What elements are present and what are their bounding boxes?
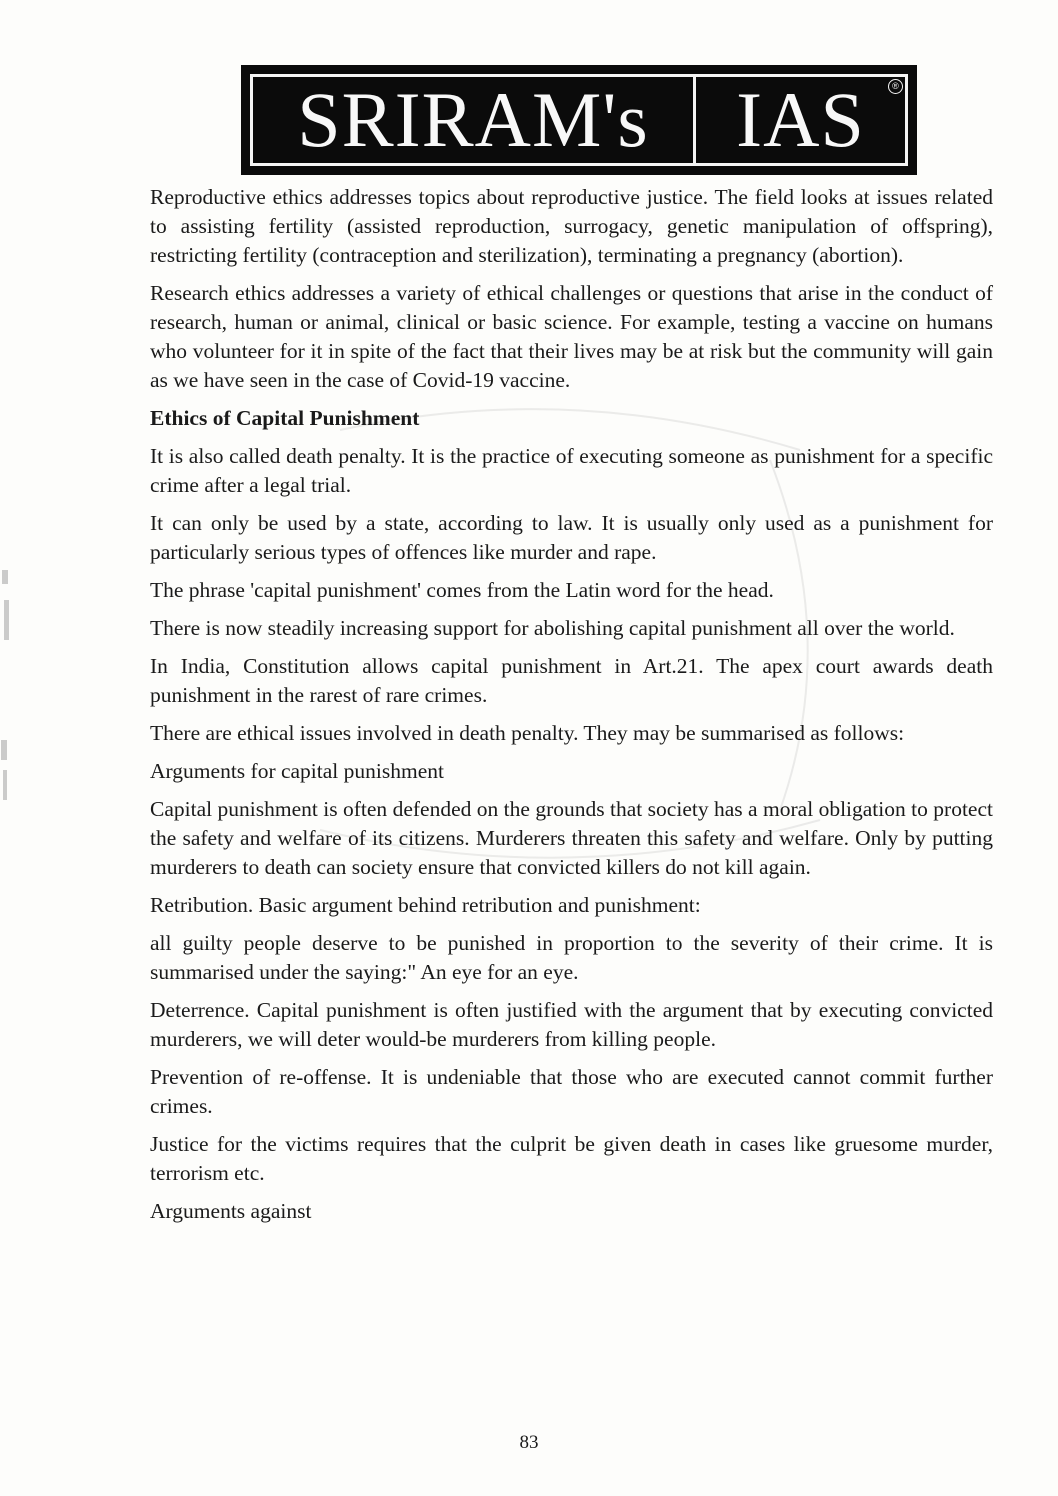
paragraph-ethical-issues: There are ethical issues involved in death penalty. They may be summarised as follows: (150, 721, 905, 745)
logo-word-sriram: SRIRAM's (297, 76, 649, 163)
paragraph-phrase-origin: The phrase 'capital punishment' comes from the Latin word for the head. (150, 578, 774, 602)
paragraph-reproductive-ethics: Reproductive ethics addresses topics about reproductive justice. The field looks at issues related to assisting fertility (assisted reproduction, surrogacy, genetic manipulation of offspring), restricting fertility (contraception and sterilization), terminating a pregnancy (abortion). (150, 185, 993, 267)
paragraph-moral-obligation: Capital punishment is often defended on the grounds that society has a moral obligation to protect the safety and welfare of its citizens. Murderers threaten this safety and welfare. Only by putting murderers to death can society ensure that convicted killers do not kill again. (150, 797, 993, 879)
paragraph-state-use: It can only be used by a state, according to law. It is usually only used as a punishment for particularly serious types of offences like murder and rape. (150, 511, 993, 564)
page-body (150, 183, 993, 1235)
paragraph-india: In India, Constitution allows capital punishment in Art.21. The apex court awards death punishment in the rarest of rare crimes. (150, 654, 993, 707)
paragraph-deterrence: Deterrence. Capital punishment is often justified with the argument that by executing convicted murderers, we will deter would-be murderers from killing people. (150, 998, 993, 1051)
scan-edge-marks (0, 560, 30, 860)
brand-logo (241, 65, 917, 175)
registered-mark-icon: ® (888, 79, 903, 94)
paragraph-arguments-against: Arguments against (150, 1199, 312, 1223)
paragraph-justice-victims: Justice for the victims requires that the culprit be given death in cases like gruesome murder, terrorism etc. (150, 1132, 993, 1185)
paragraph-retribution: Retribution. Basic argument behind retribution and punishment: (150, 893, 701, 917)
page-number: 83 (519, 1432, 539, 1453)
paragraph-research-ethics: Research ethics addresses a variety of ethical challenges or questions that arise in the conduct of research, human or animal, clinical or basic science. For example, testing a vaccine on humans who volunteer for it in spite of the fact that their lives may be at risk but the community will gain as we have seen in the case of Covid-19 vaccine. (150, 281, 993, 392)
paragraph-abolition-support: There is now steadily increasing support for abolishing capital punishment all over the world. (150, 616, 955, 640)
paragraph-prevention: Prevention of re-offense. It is undeniable that those who are executed cannot commit further crimes. (150, 1065, 993, 1118)
logo-word-ias: IAS (736, 76, 865, 163)
section-heading-capital-punishment: Ethics of Capital Punishment (150, 406, 420, 430)
logo-frame (250, 74, 908, 166)
paragraph-arguments-for: Arguments for capital punishment (150, 759, 444, 783)
paragraph-eye-for-eye: all guilty people deserve to be punished in proportion to the severity of their crime. It is summarised under the saying:" An eye for an eye. (150, 931, 993, 984)
paragraph-definition: It is also called death penalty. It is the practice of executing someone as punishment for a specific crime after a legal trial. (150, 444, 993, 497)
